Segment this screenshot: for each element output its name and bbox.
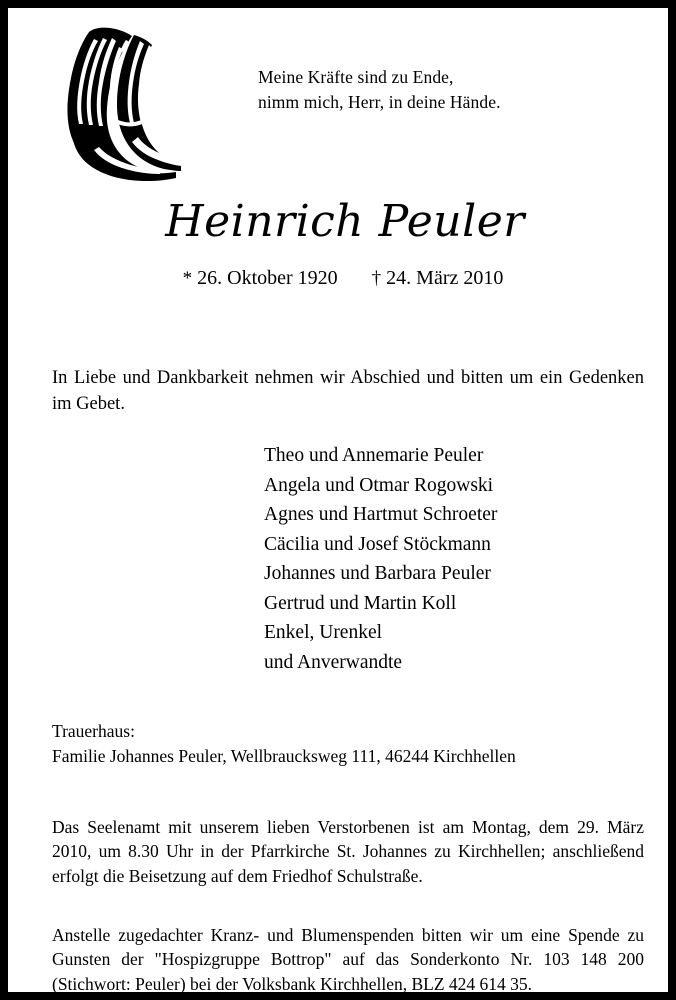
list-item: Angela und Otmar Rogowski bbox=[264, 474, 494, 496]
list-item: und Anverwandte bbox=[264, 651, 403, 673]
life-dates bbox=[8, 266, 668, 291]
donation-paragraph: Anstelle zugedachter Kranz- und Blumenspenden bitten wir um eine Spende zu Gunsten der "Hospizgruppe Bottrop" auf das Sonderkonto Nr. 103 148 200 (Stichwort: Peuler) bei der Volksbank Kirchhellen, BLZ 424 614 35. bbox=[52, 924, 644, 995]
list-item: Agnes und Hartmut Schroeter bbox=[264, 504, 498, 526]
obituary-notice-body bbox=[8, 8, 668, 995]
birth-date-group bbox=[183, 267, 338, 289]
list-item: Cäcilia und Josef Stöckmann bbox=[264, 533, 491, 555]
list-item: Enkel, Urenkel bbox=[264, 622, 383, 644]
deceased-name: Heinrich Peuler bbox=[165, 196, 525, 247]
birth-date: 26. Oktober 1920 bbox=[197, 267, 338, 289]
epigraph-verse bbox=[258, 65, 658, 115]
farewell-paragraph: In Liebe und Dankbarkeit nehmen wir Abschied und bitten um ein Gedenken im Gebet. bbox=[52, 367, 644, 414]
mourning-house-label: Trauerhaus: bbox=[52, 721, 135, 741]
death-date: 24. März 2010 bbox=[386, 267, 504, 289]
service-paragraph: Das Seelenamt mit unserem lieben Verstorbenen ist am Montag, dem 29. März 2010, um 8.30 Uhr in der Pfarrkirche St. Johannes zu Kirchhellen; anschließend erfolgt die Beisetzung auf dem Friedhof Schulstraße. bbox=[52, 816, 644, 887]
list-item: Theo und Annemarie Peuler bbox=[264, 445, 484, 466]
mourning-house-address: Familie Johannes Peuler, Wellbraucksweg 111, 46244 Kirchhellen bbox=[52, 745, 516, 766]
epigraph-line-1: Meine Kräfte sind zu Ende, bbox=[258, 67, 454, 87]
dagger-cross-icon: † bbox=[371, 268, 382, 289]
praying-hands-icon bbox=[42, 22, 186, 182]
epigraph-line-2: nimm mich, Herr, in deine Hände. bbox=[258, 91, 501, 112]
birth-symbol-asterisk-icon: * bbox=[182, 268, 193, 289]
list-item: Johannes und Barbara Peuler bbox=[264, 563, 491, 585]
death-date-group bbox=[372, 267, 504, 289]
mourning-house-block bbox=[52, 719, 644, 768]
mourners-list bbox=[264, 441, 644, 677]
list-item: Gertrud und Martin Koll bbox=[264, 592, 457, 614]
